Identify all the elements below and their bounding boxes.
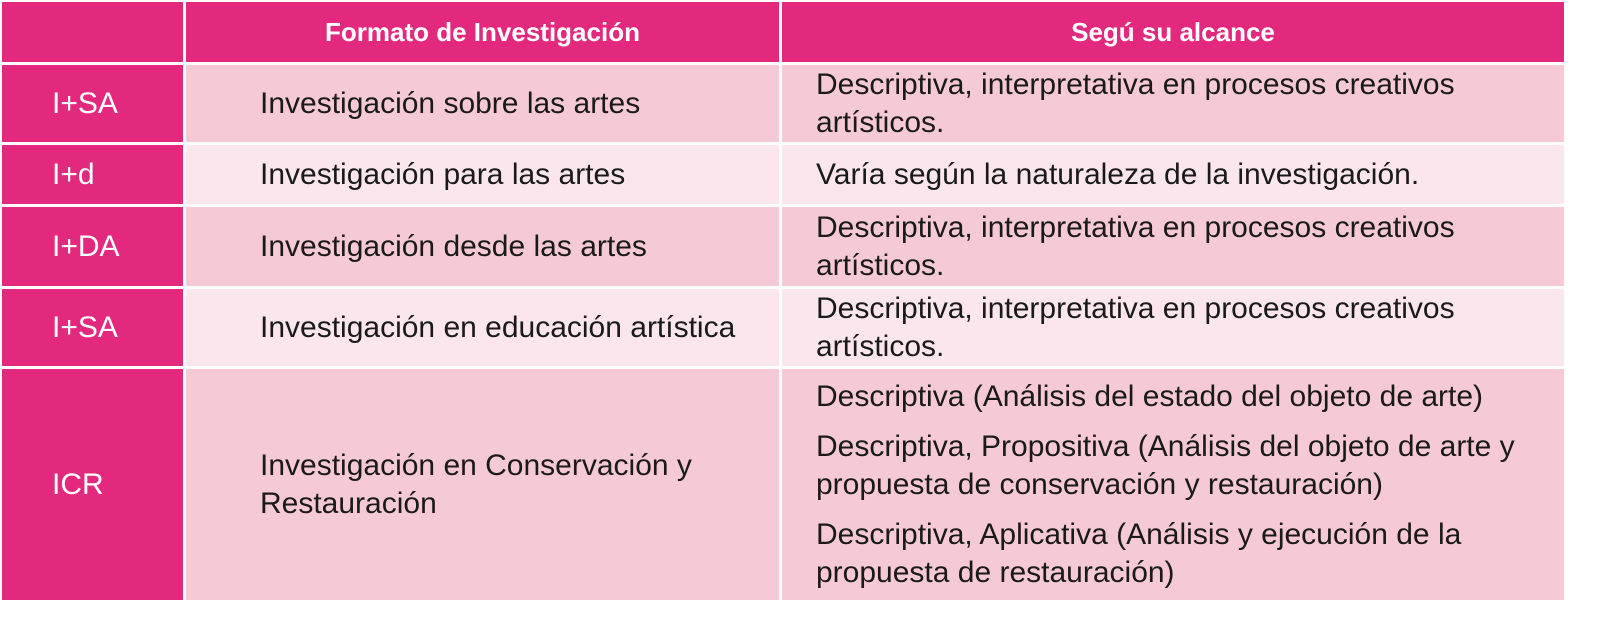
- table-row: [2, 369, 1564, 603]
- row-code: I+SA: [2, 65, 186, 145]
- table-row: [2, 207, 1564, 289]
- scope-item: Descriptiva, Propositiva (Análisis del objeto de arte y propuesta de conservación y restauración): [816, 429, 1515, 501]
- row-code: I+DA: [2, 207, 186, 289]
- table-row: [2, 145, 1564, 207]
- row-scope: Varía según la naturaleza de la investigación.: [782, 145, 1564, 207]
- row-format: Investigación en Conservación y Restauración: [186, 369, 782, 603]
- row-code: I+d: [2, 145, 186, 207]
- row-code: ICR: [2, 369, 186, 603]
- header-format: Formato de Investigación: [186, 2, 782, 65]
- scope-item: Descriptiva (Análisis del estado del objeto de arte): [816, 379, 1484, 413]
- table-header: [2, 2, 1564, 65]
- row-scope-list: [782, 369, 1564, 603]
- table-row: [2, 289, 1564, 369]
- row-format: Investigación en educación artística: [186, 289, 782, 369]
- row-format: Investigación para las artes: [186, 145, 782, 207]
- row-format: Investigación desde las artes: [186, 207, 782, 289]
- row-code: I+SA: [2, 289, 186, 369]
- row-format: Investigación sobre las artes: [186, 65, 782, 145]
- header-scope: Segú su alcance: [782, 2, 1564, 65]
- research-format-table: [2, 2, 1564, 603]
- row-scope: Descriptiva, interpretativa en procesos creativos artísticos.: [782, 65, 1564, 145]
- table-row: [2, 65, 1564, 145]
- scope-item: Descriptiva, Aplicativa (Análisis y ejecución de la propuesta de restauración): [816, 517, 1462, 589]
- header-code: [2, 2, 186, 65]
- row-scope: Descriptiva, interpretativa en procesos creativos artísticos.: [782, 207, 1564, 289]
- row-scope: Descriptiva, interpretativa en procesos creativos artísticos.: [782, 289, 1564, 369]
